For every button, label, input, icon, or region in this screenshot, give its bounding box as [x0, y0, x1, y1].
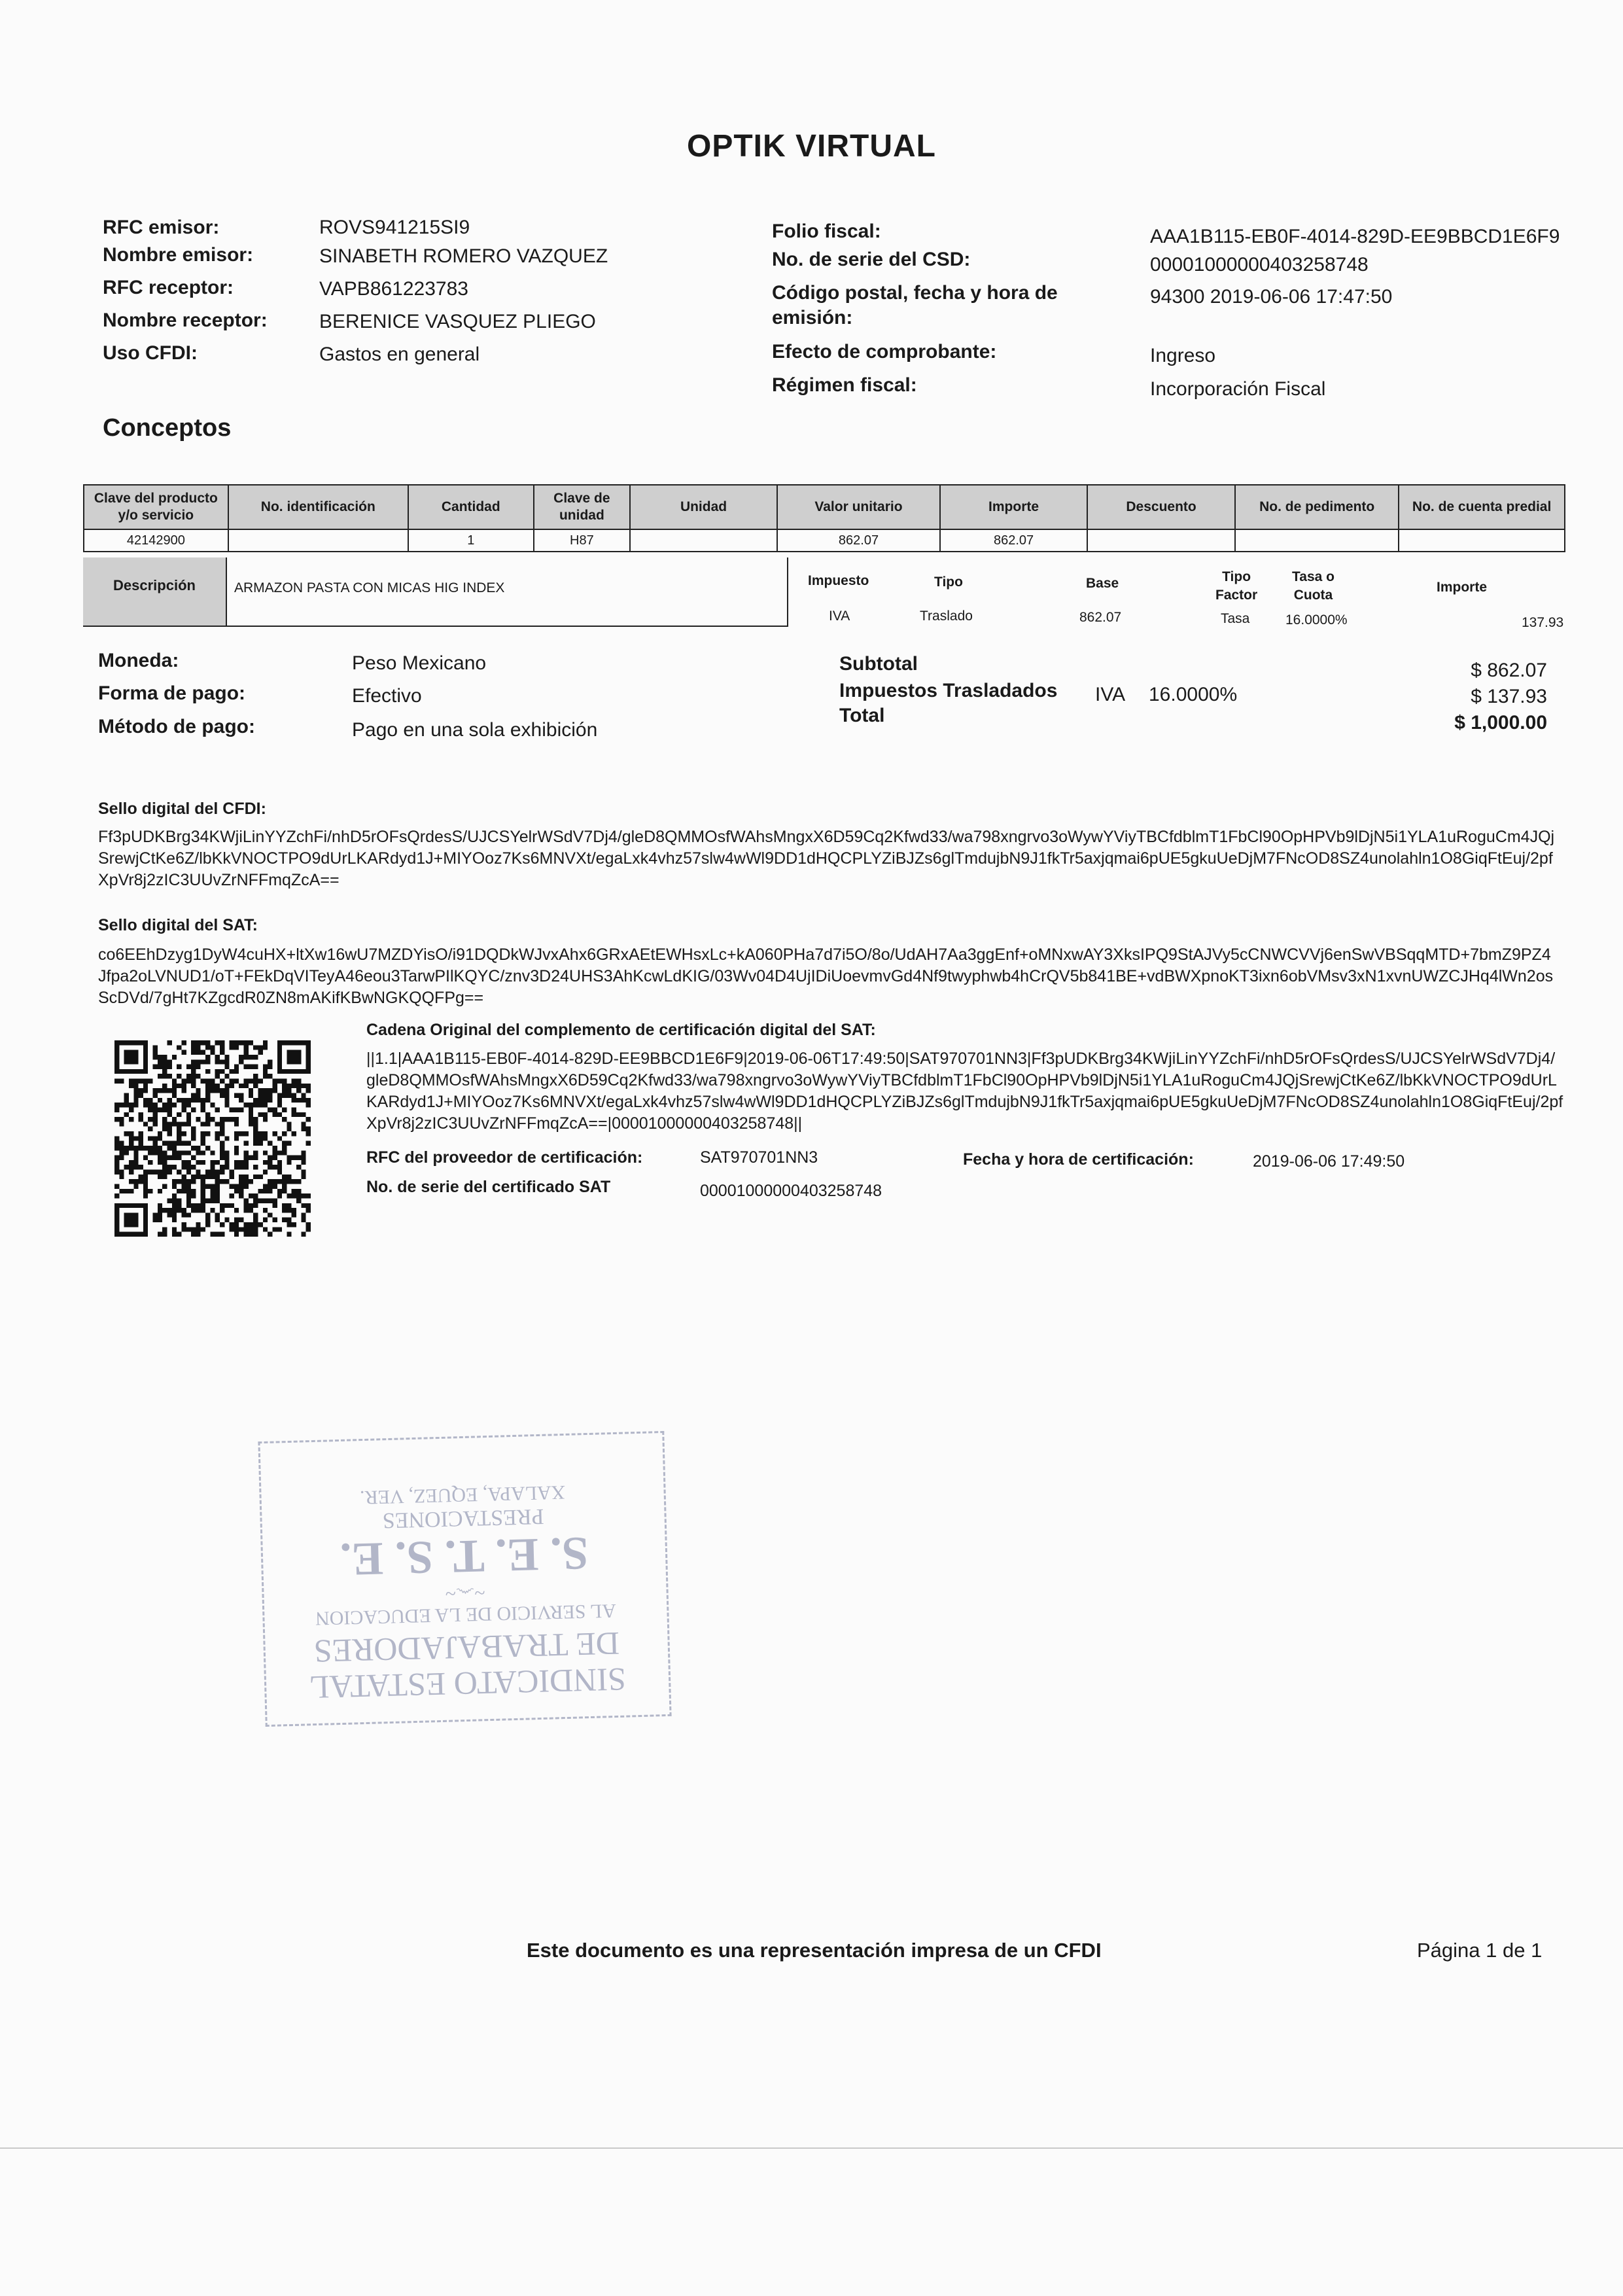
rfc-emisor-value: ROVS941215SI9	[319, 217, 470, 238]
stamp-line2: DE TRABAJADORES	[313, 1625, 620, 1670]
moneda-label: Moneda:	[98, 650, 179, 671]
tax-header-tipo-factor	[1215, 568, 1257, 605]
scan-edge-divider	[0, 2147, 1623, 2149]
col-clave-unidad-line1: Clave de	[553, 491, 610, 506]
cell-unidad	[630, 529, 777, 552]
col-no-pedimento: No. de pedimento	[1235, 485, 1399, 529]
codigo-postal-label-1: Código postal, fecha y hora de	[772, 282, 1058, 304]
impuestos-trasladados-label: Impuestos Trasladados	[839, 680, 1058, 701]
forma-pago-label: Forma de pago:	[98, 682, 246, 704]
sello-sat-label: Sello digital del SAT:	[98, 916, 258, 934]
nombre-receptor-value: BERENICE VASQUEZ PLIEGO	[319, 311, 596, 332]
page-number: Página 1 de 1	[1417, 1939, 1543, 1962]
stamp-line1: SINDICATO ESTATAL	[308, 1661, 627, 1706]
cell-clave: 42142900	[84, 529, 228, 552]
conceptos-table	[83, 484, 1565, 552]
uso-cfdi-label: Uso CFDI:	[103, 342, 198, 364]
folio-fiscal-label: Folio fiscal:	[772, 221, 881, 242]
uso-cfdi-value: Gastos en general	[319, 344, 480, 365]
col-clave-unidad-line2: unidad	[559, 508, 604, 523]
metodo-pago-value: Pago en una sola exhibición	[352, 719, 598, 741]
metodo-pago-label: Método de pago:	[98, 716, 255, 737]
serie-csd-label: No. de serie del CSD:	[772, 249, 971, 270]
rfc-proveedor-value: SAT970701NN3	[700, 1148, 818, 1167]
cell-importe: 862.07	[940, 529, 1087, 552]
tax-header-tipo: Tipo	[934, 574, 963, 590]
cell-descuento	[1087, 529, 1235, 552]
forma-pago-value: Efectivo	[352, 685, 422, 707]
rfc-receptor-label: RFC receptor:	[103, 277, 234, 298]
iva-rate: 16.0000%	[1149, 684, 1238, 705]
cadena-original-value: ||1.1|AAA1B115-EB0F-4014-829D-EE9BBCD1E6F9|2019-06-06T17:49:50|SAT970701NN3|Ff3pUDKBrg34KWjiLinYYZchFi/nhD5rOFsQrdesS/UJCSYelrWSdV7Dj4/gleD8QMMOsfWAhsMngxX6D59Cq2Kfwd33/wa798xngrvo3oWywYViyTBCfdblmT1FbCl90OpHPVb9lDjN5i1YLA1uRoguCm4JQjSrewjCtKe6Z/lbKkVNOCTPO9dUrLKARdyd1J+MIYOoz7Ks6MNVXt/egaLxk4vhz57slw4wWl9DD1dHQCPLYZiBJZs6glTmdujbN9J1fkTr5axjqmai6pUE5gkuUeDjM7FNcOD8SZ4unolahln1O8GiqFtEuj/2pfXpVr8j2zIC3UUvZrNFFmqZcA==|00001000000403258748||	[366, 1050, 1563, 1133]
nombre-emisor-label: Nombre emisor:	[103, 244, 254, 266]
descripcion-value: ARMAZON PASTA CON MICAS HIG INDEX	[234, 580, 505, 595]
stamp-line5: PRESTACIONES	[382, 1504, 544, 1533]
conceptos-heading: Conceptos	[103, 414, 232, 442]
col-clave-producto	[84, 485, 228, 529]
subtotal-label: Subtotal	[839, 653, 918, 675]
col-unidad: Unidad	[630, 485, 777, 529]
regimen-label: Régimen fiscal:	[772, 374, 917, 396]
col-cantidad: Cantidad	[408, 485, 534, 529]
tax-factor: Tasa	[1221, 611, 1250, 626]
tax-header-impuesto: Impuesto	[808, 573, 869, 588]
rfc-emisor-label: RFC emisor:	[103, 217, 220, 238]
nombre-receptor-label: Nombre receptor:	[103, 309, 268, 331]
stamp-line6: XALAPA, EQUEZ, VER.	[359, 1481, 566, 1509]
tax-header-base: Base	[1086, 576, 1119, 591]
stamp-line3: AL SERVICIO DE LA EDUCACION	[315, 1599, 617, 1629]
qr-code	[114, 1040, 311, 1237]
col-clave-unidad	[534, 485, 631, 529]
nombre-emisor-value: SINABETH ROMERO VAZQUEZ	[319, 245, 608, 267]
sello-sat-value: co6EEhDzyg1DyW4cuHX+ltXw16wU7MZDYisO/i91DQDkWJvxAhx6GRxAEtEWHsxLc+kA060PHa7d7i5O/8o/UdAH7Aa3ggEnf+oMNxwAY3XksIPQ9StAJVy5cCNWCVVj6enSwVBSqqMTD+7bmZ9PZ4Jfpa2oLVNUD1/oT+FEkDqVITeyA46eou3TarwPIlKQYC/znv3D24UHS3AhKcwLdKIG/03Wv04D4UjIDiUoevmvGd4Nf9twyphwb4hCrQV5b841BE+vdBWXpnoKT3ixn6obVMsv3xN1xvnUWZCJHq4lWn2osScDVd/7gHt7KZgcdR0ZN8mAKifKBwNGKQQFPg==	[98, 945, 1554, 1007]
document-title: OPTIK VIRTUAL	[687, 129, 936, 164]
col-descuento: Descuento	[1087, 485, 1235, 529]
tax-header-tipo-factor-line1: Tipo	[1222, 569, 1251, 584]
subtotal-value: $ 862.07	[1471, 660, 1547, 681]
serie-certificado-sat-label: No. de serie del certificado SAT	[366, 1178, 611, 1196]
total-label: Total	[839, 705, 885, 726]
rfc-receptor-value: VAPB861223783	[319, 278, 468, 300]
codigo-postal-value: 94300 2019-06-06 17:47:50	[1150, 286, 1393, 308]
conceptos-header-row	[84, 485, 1565, 529]
folio-fiscal-value: AAA1B115-EB0F-4014-829D-EE9BBCD1E6F9	[1150, 226, 1560, 247]
col-clave-producto-line2: y/o servicio	[118, 508, 194, 523]
tax-base: 862.07	[1079, 610, 1122, 625]
cell-valor-unitario: 862.07	[777, 529, 940, 552]
rubber-stamp	[258, 1431, 671, 1727]
moneda-value: Peso Mexicano	[352, 652, 487, 674]
col-clave-producto-line1: Clave del producto	[94, 491, 218, 506]
rfc-proveedor-label: RFC del proveedor de certificación:	[366, 1148, 643, 1167]
col-valor-unitario: Valor unitario	[777, 485, 940, 529]
cadena-original-label: Cadena Original del complemento de certificación digital del SAT:	[366, 1021, 876, 1039]
tax-header-tasa-cuota-line2: Cuota	[1293, 588, 1333, 603]
tax-importe: 137.93	[1522, 615, 1564, 630]
tax-header-tasa-cuota	[1292, 568, 1335, 605]
serie-csd-value: 00001000000403258748	[1150, 254, 1369, 275]
qr-code-graphic	[114, 1040, 311, 1237]
col-importe: Importe	[940, 485, 1087, 529]
tax-impuesto: IVA	[829, 609, 850, 624]
tax-header-tipo-factor-line2: Factor	[1215, 588, 1258, 603]
total-value: $ 1,000.00	[1454, 712, 1547, 733]
codigo-postal-label-2: emisión:	[772, 307, 853, 328]
fecha-certificacion-label: Fecha y hora de certificación:	[963, 1150, 1194, 1169]
footer-note: Este documento es una representación impresa de un CFDI	[527, 1939, 1102, 1962]
cell-clave-unidad: H87	[534, 529, 631, 552]
regimen-value: Incorporación Fiscal	[1150, 378, 1326, 400]
cell-cantidad: 1	[408, 529, 534, 552]
impuestos-value: $ 137.93	[1471, 686, 1547, 707]
cell-no-identificacion	[228, 529, 408, 552]
sello-cfdi-value: Ff3pUDKBrg34KWjiLinYYZchFi/nhD5rOFsQrdesS/UJCSYelrWSdV7Dj4/gleD8QMMOsfWAhsMngxX6D59Cq2Kfwd33/wa798xngrvo3oWywYViyTBCfdblmT1FbCl90OpHPVb9lDjN5i1YLA1uRoguCm4JQjSrewjCtKe6Z/lbKkVNOCTPO9dUrLKARdyd1J+MIYOoz7Ks6MNVXt/egaLxk4vhz57slw4wWl9DD1dHQCPLYZiBJZs6glTmdujbN9J1fkTr5axjqmai6pUE5gkuUeDjM7FNcOD8SZ4unolahln1O8GiqFtEuj/2pfXpVr8j2zIC3UUvZrNFFmqZcA==	[98, 828, 1555, 889]
iva-label: IVA	[1095, 684, 1126, 705]
stamp-ornament-icon: ~෴~	[445, 1581, 485, 1604]
cell-no-cuenta-predial	[1399, 529, 1565, 552]
tax-tipo: Traslado	[920, 609, 973, 624]
descripcion-label: Descripción	[113, 577, 196, 593]
col-no-identificacion: No. identificación	[228, 485, 408, 529]
stamp-line4: S. E. T. S. E.	[339, 1527, 589, 1586]
fecha-certificacion-value: 2019-06-06 17:49:50	[1253, 1152, 1405, 1171]
cell-no-pedimento	[1235, 529, 1399, 552]
tax-header-importe: Importe	[1437, 580, 1488, 595]
tax-header-tasa-cuota-line1: Tasa o	[1292, 569, 1335, 584]
col-no-cuenta-predial: No. de cuenta predial	[1399, 485, 1565, 529]
tax-tasa: 16.0000%	[1285, 612, 1348, 627]
sello-cfdi-label: Sello digital del CFDI:	[98, 800, 266, 818]
concepto-row	[84, 529, 1565, 552]
serie-certificado-sat-value: 00001000000403258748	[700, 1182, 882, 1200]
efecto-label: Efecto de comprobante:	[772, 341, 997, 362]
efecto-value: Ingreso	[1150, 345, 1216, 366]
